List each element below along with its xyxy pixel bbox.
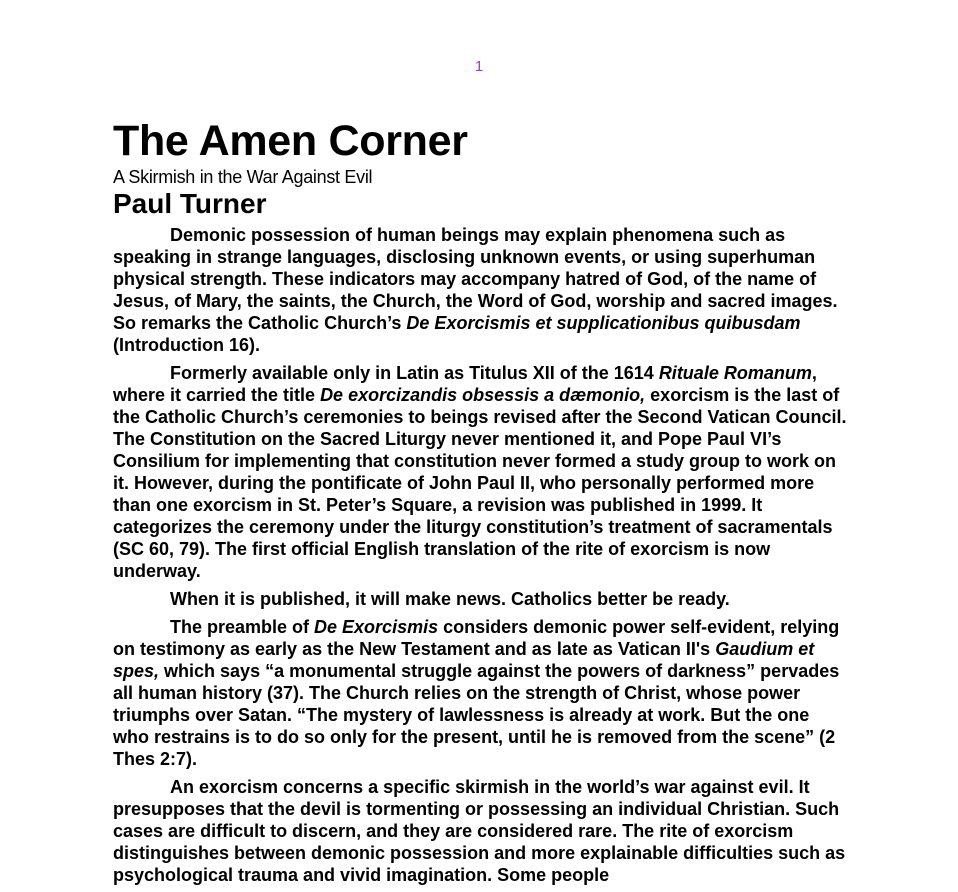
- paragraph-text: considers demonic power self-evident, relying on testimony as early as the New Testament and as late as Vatican II's: [113, 617, 840, 659]
- paragraph-text: Formerly available only in Latin as Titulus XII of the 1614: [170, 363, 659, 383]
- paragraph-text: exorcism is the last of the Catholic Church’s ceremonies to beings revised after the Second Vatican Council. The Constitution on the Sacred Liturgy never mentioned it, and Pope Paul VI’s Consilium for implementing that constitution never formed a study group to work on it. However, during the pontificate of John Paul II, who personally performed more than one exorcism in St. Peter’s Square, a revision was published in 1999. It categorizes the ceremony under the liturgy constitution’s treatment of sacramentals (SC 60, 79). The first official English translation of the rite of exorcism is now underway.: [113, 385, 847, 581]
- paragraph-text: The preamble of: [170, 617, 315, 637]
- paragraph-text: Demonic possession of human beings may explain phenomena such as speaking in strange languages, disclosing unknown events, or using superhuman physical strength. These indicators may accompany hatred of God, of the name of Jesus, of Mary, the saints, the Church, the Word of God, worship and sacred images. So remarks the Catholic Church’s: [113, 225, 838, 333]
- paragraph-4: [113, 616, 848, 770]
- paragraph-text: When it is published, it will make news. Catholics better be ready.: [170, 589, 730, 609]
- italic-title: Gaudium et spes,: [113, 639, 815, 681]
- paragraph-5: [113, 776, 848, 886]
- article-title: The Amen Corner: [113, 117, 468, 165]
- document-body: [113, 118, 848, 892]
- page-number: 1: [474, 58, 484, 75]
- paragraph-3: [113, 588, 848, 610]
- article-subtitle: A Skirmish in the War Against Evil: [113, 167, 373, 187]
- italic-title: De Exorcismis: [314, 617, 439, 637]
- paragraph-1: [113, 224, 848, 356]
- paragraph-2: [113, 362, 848, 582]
- paragraph-text: (Introduction 16).: [113, 335, 260, 355]
- paragraph-text: , where it carried the title: [113, 363, 817, 405]
- paragraph-text: which says “a monumental struggle against the powers of darkness” pervades all human history (37). The Church relies on the strength of Christ, whose power triumphs over Satan. “The mystery of lawlessness is already at work. But the one who restrains is to do so only for the present, until he is removed from the scene” (2 Thes 2:7).: [113, 661, 840, 769]
- italic-title: De exorcizandis obsessis a dæmonio,: [320, 385, 646, 405]
- paragraph-text: An exorcism concerns a specific skirmish in the world’s war against evil. It presupposes that the devil is tormenting or possessing an individual Christian. Such cases are difficult to discern, and they are considered rare. The rite of exorcism distinguishes between demonic possession and more explainable difficulties such as psychological trauma and vivid imagination. Some people: [113, 777, 846, 885]
- italic-title: Rituale Romanum: [658, 363, 812, 383]
- italic-title: De Exorcismis et supplicationibus quibusdam: [406, 313, 801, 333]
- article-author: Paul Turner: [113, 188, 267, 219]
